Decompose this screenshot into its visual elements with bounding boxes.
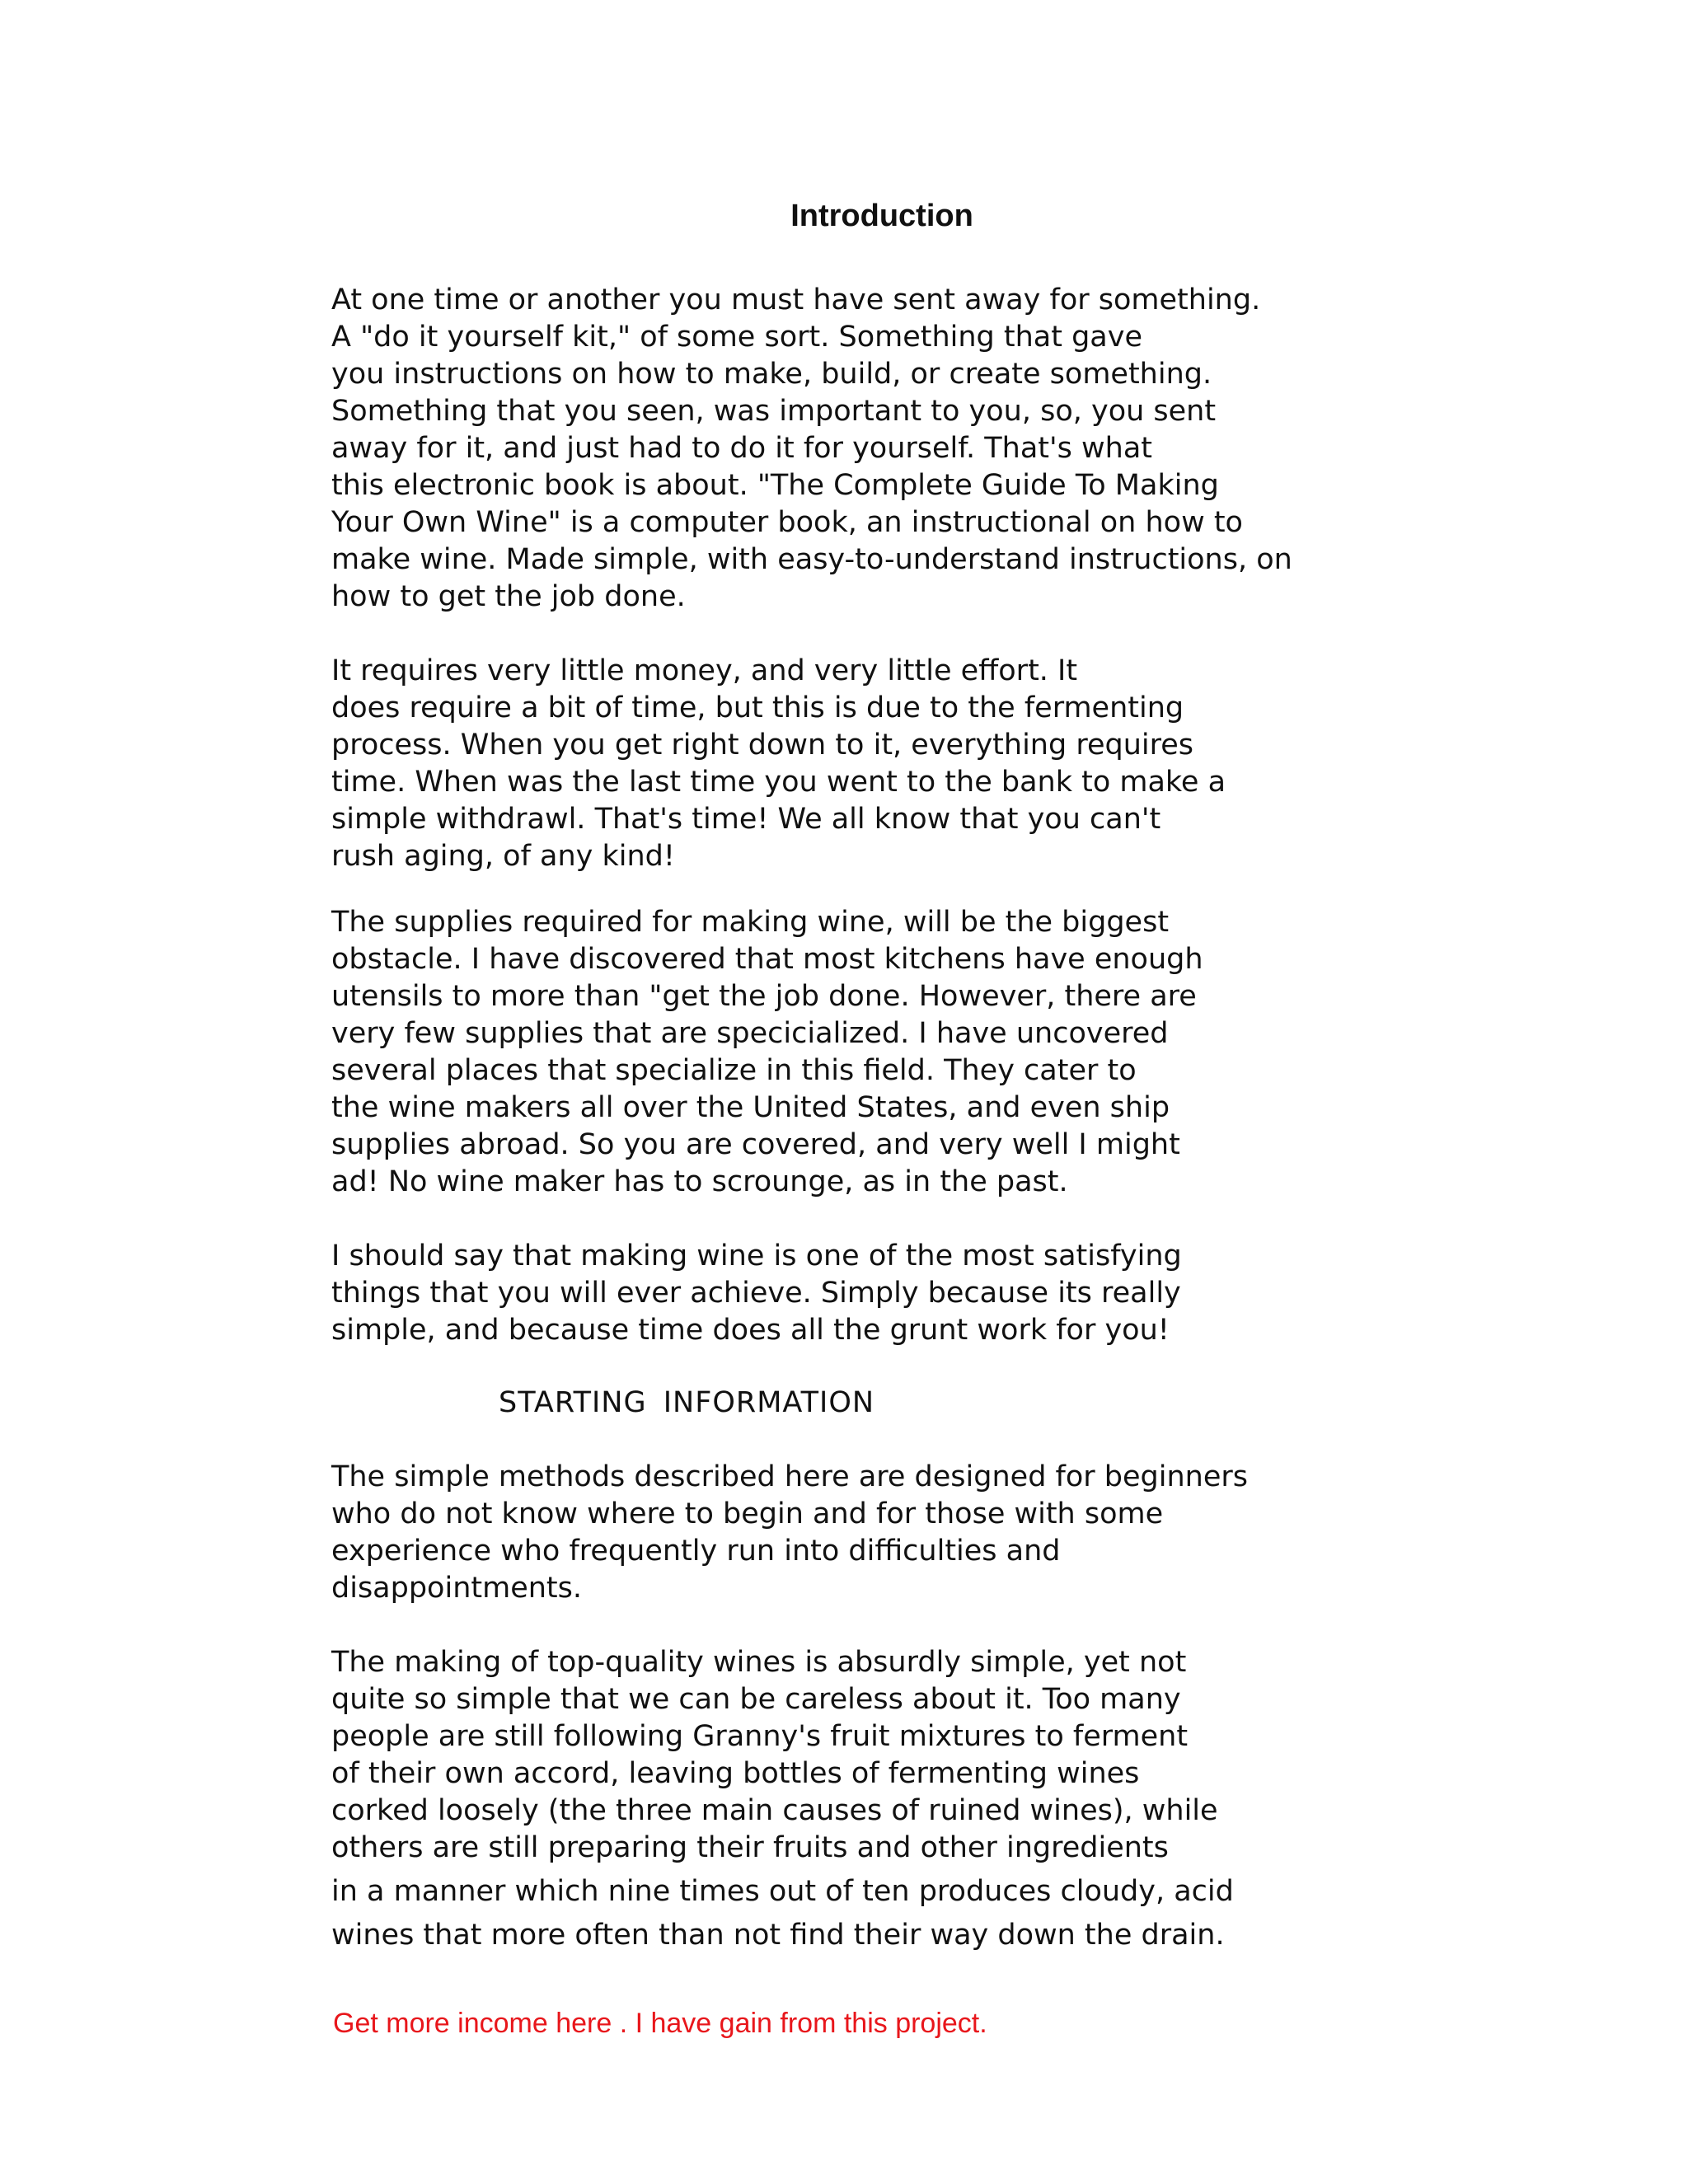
text-line: corked loosely (the three main causes of ruined wines), while: [331, 1794, 1218, 1827]
intro-paragraph-2: [331, 653, 1226, 875]
intro-paragraph-4: [331, 1238, 1182, 1349]
text-line: process. When you get right down to it, everything requires: [331, 729, 1194, 762]
page-title: Introduction: [790, 199, 973, 233]
text-line: of their own accord, leaving bottles of fermenting wines: [331, 1757, 1140, 1790]
text-line: disappointments.: [331, 1572, 582, 1605]
text-line: you instructions on how to make, build, or create something.: [331, 358, 1212, 391]
intro-paragraph-1: [331, 282, 1292, 616]
text-line: The making of top-quality wines is absurdly simple, yet not: [331, 1646, 1187, 1679]
text-line: rush aging, of any kind!: [331, 840, 675, 873]
starting-paragraph-2: [331, 1644, 1234, 1954]
text-line: wines that more often than not find their way down the drain.: [331, 1919, 1225, 1952]
text-line: simple withdrawl. That's time! We all know that you can't: [331, 803, 1161, 836]
section-heading: STARTING INFORMATION: [499, 1386, 875, 1419]
text-line: does require a bit of time, but this is due to the fermenting: [331, 691, 1184, 724]
text-line: very few supplies that are specicialized. I have uncovered: [331, 1017, 1169, 1050]
text-line: utensils to more than "get the job done. However, there are: [331, 980, 1197, 1013]
text-line: quite so simple that we can be careless about it. Too many: [331, 1683, 1181, 1716]
text-line: people are still following Granny's fruit mixtures to ferment: [331, 1720, 1189, 1753]
text-line: in a manner which nine times out of ten produces cloudy, acid: [331, 1875, 1234, 1908]
text-line: experience who frequently run into difficulties and: [331, 1535, 1061, 1568]
text-line: Something that you seen, was important to you, so, you sent: [331, 395, 1217, 428]
text-line: the wine makers all over the United States, and even ship: [331, 1091, 1170, 1124]
text-line: others are still preparing their fruits and other ingredients: [331, 1831, 1169, 1864]
text-line: simple, and because time does all the grunt work for you!: [331, 1314, 1170, 1347]
text-line: how to get the job done.: [331, 580, 686, 613]
starting-paragraph-1: [331, 1459, 1248, 1607]
text-line: supplies abroad. So you are covered, and very well I might: [331, 1128, 1180, 1161]
text-line: make wine. Made simple, with easy-to-understand instructions, on: [331, 543, 1292, 576]
text-line: The supplies required for making wine, will be the biggest: [331, 906, 1170, 939]
text-line: who do not know where to begin and for those with some: [331, 1497, 1164, 1530]
text-line: several places that specialize in this field. They cater to: [331, 1054, 1137, 1087]
text-line: obstacle. I have discovered that most kitchens have enough: [331, 943, 1203, 976]
text-line: A "do it yourself kit," of some sort. Something that gave: [331, 321, 1142, 354]
text-line: Your Own Wine" is a computer book, an instructional on how to: [331, 506, 1243, 539]
intro-paragraph-3: [331, 904, 1203, 1201]
text-line: away for it, and just had to do it for yourself. That's what: [331, 432, 1152, 465]
text-line: things that you will ever achieve. Simply because its really: [331, 1277, 1181, 1310]
promo-link[interactable]: Get more income here . I have gain from this project.: [333, 2008, 987, 2039]
text-line: this electronic book is about. "The Complete Guide To Making: [331, 469, 1219, 502]
text-line: ad! No wine maker has to scrounge, as in the past.: [331, 1165, 1068, 1198]
text-line: It requires very little money, and very little effort. It: [331, 654, 1078, 687]
text-line: time. When was the last time you went to the bank to make a: [331, 766, 1226, 799]
text-line: At one time or another you must have sent away for something.: [331, 284, 1261, 316]
text-line: I should say that making wine is one of the most satisfying: [331, 1240, 1182, 1272]
text-line: The simple methods described here are designed for beginners: [331, 1460, 1249, 1493]
